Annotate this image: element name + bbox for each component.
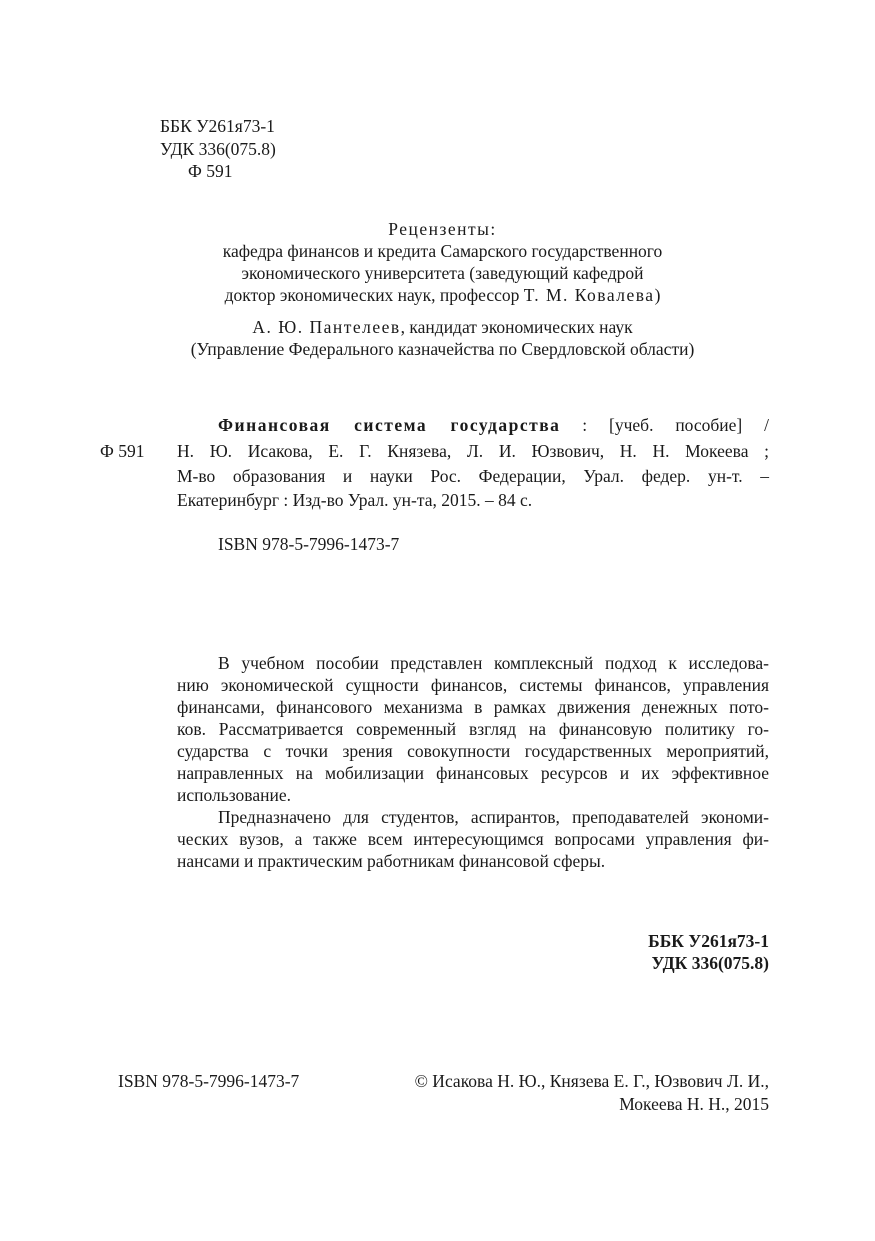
abstract-line: нию экономической сущности финансов, системы финансов, управления — [177, 675, 769, 695]
reviewers-heading: Рецензенты: — [388, 219, 497, 239]
reviewer2-line — [0, 316, 875, 338]
reviewer1-close: ) — [654, 285, 661, 305]
bbk-code-top: ББК У261я73-1 — [160, 116, 275, 136]
reviewer2-name: А. Ю. Пантелеев — [252, 317, 401, 337]
record-line-2: Н. Ю. Исакова, Е. Г. Князева, Л. И. Юзвович, Н. Н. Мокеева ; — [177, 441, 769, 461]
abstract-line: направленных на мобилизации финансовых ресурсов и их эффективное — [177, 763, 769, 783]
author-mark-top: Ф 591 — [188, 161, 233, 181]
abstract-line: ков. Рассматривается современный взгляд на финансовую политику го- — [177, 719, 769, 739]
copyright-line-2: Мокеева Н. Н., 2015 — [619, 1094, 769, 1114]
abstract-line: ческих вузов, а также всем интересующимся вопросами управления фи- — [177, 829, 769, 849]
author-mark-record: Ф 591 — [100, 441, 145, 461]
udk-code-bottom: УДК 336(075.8) — [651, 953, 769, 973]
record-line-4: Екатеринбург : Изд-во Урал. ун-та, 2015. – 84 с. — [177, 490, 533, 510]
abstract-line: сударства с точки зрения совокупности государственных мероприятий, — [177, 741, 769, 761]
abstract-line: финансами, финансового механизма в рамках движения денежных пото- — [177, 697, 769, 717]
copyright-line-1: © Исакова Н. Ю., Князева Е. Г., Юзвович Л. И., — [414, 1071, 769, 1091]
reviewer1-line: экономического университета (заведующий кафедрой — [241, 263, 644, 283]
record-line-1 — [218, 414, 769, 436]
reviewer1-line: кафедра финансов и кредита Самарского государственного — [222, 241, 663, 261]
isbn-record: ISBN 978-5-7996-1473-7 — [218, 534, 400, 554]
udk-code-top: УДК 336(075.8) — [160, 139, 276, 159]
abstract-line: нансами и практическим работникам финансовой сферы. — [177, 851, 606, 871]
reviewer2-affiliation: (Управление Федерального казначейства по Свердловской области) — [190, 339, 695, 359]
abstract-line: В учебном пособии представлен комплексный подход к исследова- — [218, 653, 769, 673]
record-line-1-rest: : [учеб. пособие] / — [560, 415, 769, 435]
isbn-footer: ISBN 978-5-7996-1473-7 — [118, 1071, 300, 1091]
reviewer1-name: Т. М. Ковалева — [523, 285, 655, 305]
abstract-line: использование. — [177, 785, 291, 805]
reviewer1-line-final — [0, 284, 875, 306]
bbk-code-bottom: ББК У261я73-1 — [648, 931, 769, 951]
record-line-3: М-во образования и науки Рос. Федерации, Урал. федер. ун-т. – — [177, 466, 769, 486]
reviewer2-text: , кандидат экономических наук — [400, 317, 633, 337]
book-title: Финансовая система государства — [218, 415, 561, 435]
abstract-line: Предназначено для студентов, аспирантов, преподавателей экономи- — [218, 807, 769, 827]
reviewer1-text: доктор экономических наук, профессор — [224, 285, 520, 305]
